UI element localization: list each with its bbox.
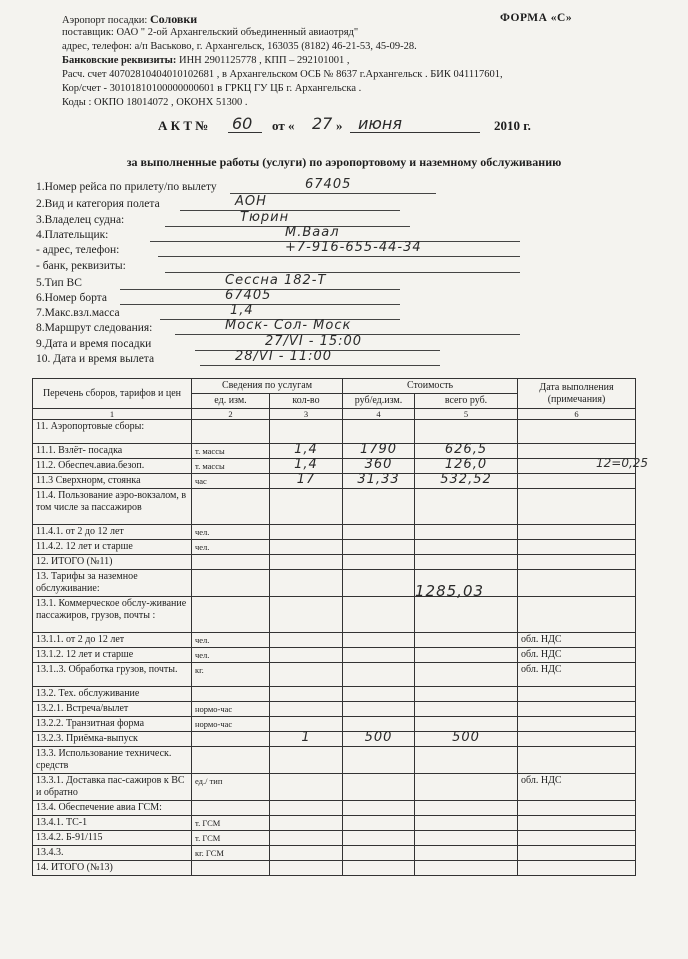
field-label: 1.Номер рейса по прилету/по вылету: [36, 181, 217, 193]
row-rate: 360: [343, 459, 415, 474]
row-qty: [270, 420, 343, 444]
row-rate: [343, 597, 415, 633]
row-name: 13.4.2. Б-91/115: [33, 831, 192, 846]
row-unit: [192, 597, 270, 633]
form-label: ФОРМА «С»: [500, 12, 573, 24]
row-qty: [270, 555, 343, 570]
row-note: [518, 846, 636, 861]
row-qty: 17: [270, 474, 343, 489]
field-value: М.Ваал: [285, 225, 340, 240]
field-underline: [165, 272, 520, 273]
field-label: 8.Маршрут следования:: [36, 322, 153, 334]
table-row: [33, 459, 636, 474]
row-qty: [270, 702, 343, 717]
act-number-underline: [228, 132, 262, 133]
table-row: [33, 747, 636, 774]
row-total: [415, 663, 518, 687]
row-total: [415, 633, 518, 648]
row-qty: 1,4: [270, 444, 343, 459]
row-note: [518, 687, 636, 702]
col-header-rate: руб/ед.изм.: [343, 394, 415, 409]
row-qty: 1,4: [270, 459, 343, 474]
row-note: [518, 489, 636, 525]
row-rate: [343, 420, 415, 444]
row-total: [415, 489, 518, 525]
col-header-services: Перечень сборов, тарифов и цен: [33, 379, 192, 409]
table-row: [33, 525, 636, 540]
row-total: 126,0: [415, 459, 518, 474]
table-row: [33, 831, 636, 846]
col-header-total: всего руб.: [415, 394, 518, 409]
services-table-body: [33, 420, 636, 876]
row-rate: [343, 633, 415, 648]
col-number: 2: [192, 409, 270, 420]
field-value: АОН: [235, 194, 267, 209]
row-qty: 1: [270, 732, 343, 747]
row-total: [415, 861, 518, 876]
table-row: [33, 702, 636, 717]
row-note: [518, 474, 636, 489]
row-rate: [343, 831, 415, 846]
field-underline: [200, 365, 440, 366]
row-total: [415, 846, 518, 861]
table-row: [33, 717, 636, 732]
codes-line: Коды : ОКПО 18014072 , ОКОНХ 51300 .: [62, 97, 248, 108]
field-label: - банк, реквизиты:: [36, 260, 126, 272]
row-qty: [270, 861, 343, 876]
table-row: [33, 474, 636, 489]
services-table: [32, 378, 636, 876]
table-row: [33, 861, 636, 876]
row-total: [415, 687, 518, 702]
field-value: 27/VI - 15:00: [265, 334, 363, 349]
field-label: 10. Дата и время вылета: [36, 353, 155, 365]
handwritten-margin-note: 12=0,25: [596, 456, 649, 470]
row-unit: [192, 861, 270, 876]
row-qty: [270, 570, 343, 597]
field-underline: [180, 210, 400, 211]
row-unit: кг.: [192, 663, 270, 687]
row-name: 11.4. Пользование аэро-вокзалом, в том числе за пассажиров: [33, 489, 192, 525]
row-total: [415, 801, 518, 816]
row-rate: [343, 525, 415, 540]
row-note: [518, 732, 636, 747]
table-row: [33, 555, 636, 570]
col-number: 5: [415, 409, 518, 420]
supplier-line: поставщик: ОАО " 2-ой Архангельский объединенный авиаотряд": [62, 27, 359, 38]
row-qty: [270, 663, 343, 687]
field-label: 7.Макс.взл.масса: [36, 307, 120, 319]
field-value: Тюрин: [240, 210, 290, 225]
row-rate: [343, 861, 415, 876]
bank-label: Банковские реквизиты:: [62, 55, 177, 66]
row-total: [415, 420, 518, 444]
row-unit: т. ГСМ: [192, 831, 270, 846]
row-total: 500: [415, 732, 518, 747]
field-underline: [158, 256, 520, 257]
row-name: 13.2.3. Приёмка-выпуск: [33, 732, 192, 747]
row-unit: нормо-час: [192, 702, 270, 717]
row-qty: [270, 831, 343, 846]
table-row: [33, 687, 636, 702]
row-total: [415, 540, 518, 555]
row-rate: 500: [343, 732, 415, 747]
row-unit: т. массы: [192, 459, 270, 474]
row-unit: [192, 420, 270, 444]
col-header-service-info: Сведения по услугам: [192, 379, 343, 394]
table-row: [33, 846, 636, 861]
row-name: 11.1. Взлёт- посадка: [33, 444, 192, 459]
row-name: 12. ИТОГО (№11): [33, 555, 192, 570]
field-value: 67405: [305, 177, 352, 192]
row-note: обл. НДС: [518, 633, 636, 648]
airport-line: [62, 12, 197, 27]
act-prefix: А К Т №: [158, 118, 209, 133]
act-number: 60: [232, 114, 253, 133]
field-label: - адрес, телефон:: [36, 244, 120, 256]
row-name: 13. Тарифы за наземное обслуживание:: [33, 570, 192, 597]
row-note: [518, 816, 636, 831]
table-row: [33, 540, 636, 555]
table-row: [33, 648, 636, 663]
col-header-qty: кол-во: [270, 394, 343, 409]
table-row: [33, 597, 636, 633]
row-name: 11. Аэропортовые сборы:: [33, 420, 192, 444]
bank-line: [62, 55, 350, 66]
table-row: [33, 633, 636, 648]
row-unit: [192, 570, 270, 597]
row-rate: 1790: [343, 444, 415, 459]
row-note: [518, 717, 636, 732]
row-note: [518, 555, 636, 570]
field-value: 1,4: [230, 303, 254, 318]
col-number: 6: [518, 409, 636, 420]
row-total: [415, 747, 518, 774]
row-qty: [270, 687, 343, 702]
row-rate: [343, 663, 415, 687]
airport-name: Соловки: [149, 12, 198, 26]
table-row: [33, 816, 636, 831]
act-day: 27: [312, 114, 333, 133]
address-line: адрес, телефон: а/п Васьково, г. Архангельск, 163035 (8182) 46-21-53, 45-09-28.: [62, 41, 417, 52]
act-month: июня: [358, 114, 402, 133]
row-qty: [270, 846, 343, 861]
row-name: 13.4.3.: [33, 846, 192, 861]
row-rate: [343, 555, 415, 570]
row-name: 13.1..3. Обработка грузов, почты.: [33, 663, 192, 687]
bank-ids: ИНН 2901125778 , КПП – 292101001 ,: [179, 55, 350, 66]
row-note: [518, 597, 636, 633]
row-total: [415, 555, 518, 570]
row-name: 11.4.1. от 2 до 12 лет: [33, 525, 192, 540]
table-row: [33, 732, 636, 747]
row-unit: час: [192, 474, 270, 489]
row-qty: [270, 774, 343, 801]
row-name: 11.4.2. 12 лет и старше: [33, 540, 192, 555]
col-header-date: Дата выполнения (примечания): [518, 379, 636, 409]
row-qty: [270, 489, 343, 525]
row-unit: [192, 555, 270, 570]
act-close-quote: »: [336, 118, 343, 133]
field-value: Моск- Сол- Моск: [225, 318, 352, 333]
row-unit: [192, 801, 270, 816]
table-row: [33, 570, 636, 597]
row-name: 14. ИТОГО (№13): [33, 861, 192, 876]
field-value: 67405: [225, 288, 272, 303]
row-note: [518, 801, 636, 816]
col-number: 3: [270, 409, 343, 420]
row-name: 13.1. Коммерческое обслу-живание пассажиров, грузов, почты :: [33, 597, 192, 633]
airport-label: Аэропорт посадки:: [62, 15, 148, 26]
row-name: 13.4. Обеспечение авиа ГСМ:: [33, 801, 192, 816]
field-label: 6.Номер борта: [36, 292, 107, 304]
row-qty: [270, 747, 343, 774]
row-total: [415, 597, 518, 633]
field-value: Cecсна 182-Т: [225, 273, 327, 288]
row-unit: ед./ тип: [192, 774, 270, 801]
row-name: 13.3.1. Доставка пас-сажиров к ВС и обратно: [33, 774, 192, 801]
row-note: обл. НДС: [518, 648, 636, 663]
row-name: 13.3. Использование техническ. средств: [33, 747, 192, 774]
row-name: 13.4.1. ТС-1: [33, 816, 192, 831]
table-row: [33, 420, 636, 444]
row-qty: [270, 648, 343, 663]
col-header-unit: ед. изм.: [192, 394, 270, 409]
row-rate: [343, 747, 415, 774]
row-qty: [270, 540, 343, 555]
table-row: [33, 774, 636, 801]
field-value: 28/VI - 11:00: [235, 349, 333, 364]
row-unit: чел.: [192, 648, 270, 663]
row-name: 13.2.1. Встреча/вылет: [33, 702, 192, 717]
row-unit: чел.: [192, 525, 270, 540]
row-unit: нормо-час: [192, 717, 270, 732]
row-name: 13.1.1. от 2 до 12 лет: [33, 633, 192, 648]
row-unit: кг. ГСМ: [192, 846, 270, 861]
row-total: [415, 816, 518, 831]
row-note: [518, 525, 636, 540]
row-total: [415, 774, 518, 801]
row-total: 532,52: [415, 474, 518, 489]
account-line-1: Расч. счет 40702810404010102681 , в Архангельском ОСБ № 8637 г.Архангельск . БИК 041117601,: [62, 69, 503, 80]
table-row: [33, 663, 636, 687]
row-name: 11.3 Сверхнорм, стоянка: [33, 474, 192, 489]
field-label: 3.Владелец судна:: [36, 214, 125, 226]
row-note: [518, 831, 636, 846]
row-rate: [343, 540, 415, 555]
handwritten-total: 1285,03: [415, 582, 485, 600]
row-qty: [270, 633, 343, 648]
row-rate: [343, 489, 415, 525]
col-number: 4: [343, 409, 415, 420]
row-total: [415, 525, 518, 540]
row-total: 626,5: [415, 444, 518, 459]
row-unit: чел.: [192, 633, 270, 648]
row-note: [518, 861, 636, 876]
row-unit: [192, 489, 270, 525]
row-name: 11.2. Обеспеч.авиа.безоп.: [33, 459, 192, 474]
row-name: 13.2.2. Транзитная форма: [33, 717, 192, 732]
row-note: обл. НДС: [518, 774, 636, 801]
row-rate: 31,33: [343, 474, 415, 489]
row-rate: [343, 846, 415, 861]
row-unit: [192, 747, 270, 774]
col-number: 1: [33, 409, 192, 420]
row-qty: [270, 525, 343, 540]
col-header-cost: Стоимость: [343, 379, 518, 394]
act-year: 2010 г.: [494, 118, 531, 133]
row-note: [518, 747, 636, 774]
row-name: 13.2. Тех. обслуживание: [33, 687, 192, 702]
row-rate: [343, 801, 415, 816]
field-label: 2.Вид и категория полета: [36, 198, 160, 210]
table-row: [33, 489, 636, 525]
row-rate: [343, 816, 415, 831]
row-rate: [343, 570, 415, 597]
field-label: 9.Дата и время посадки: [36, 338, 152, 350]
row-qty: [270, 801, 343, 816]
field-label: 4.Плательщик:: [36, 229, 109, 241]
table-row: [33, 444, 636, 459]
row-qty: [270, 816, 343, 831]
row-rate: [343, 687, 415, 702]
act-subtitle: за выполненные работы (услуги) по аэропортовому и наземному обслуживанию: [126, 155, 562, 169]
row-note: [518, 702, 636, 717]
row-unit: [192, 732, 270, 747]
row-name: 13.1.2. 12 лет и старше: [33, 648, 192, 663]
row-note: [518, 420, 636, 444]
act-from: от «: [272, 118, 295, 133]
row-rate: [343, 648, 415, 663]
account-line-2: Кор/счет - 30101810100000000601 в ГРКЦ ГУ ЦБ г. Архангельска .: [62, 83, 362, 94]
row-unit: [192, 687, 270, 702]
table-row: [33, 801, 636, 816]
row-unit: чел.: [192, 540, 270, 555]
field-underline: [120, 304, 400, 305]
row-unit: т. массы: [192, 444, 270, 459]
act-month-underline: [350, 132, 480, 133]
row-unit: т. ГСМ: [192, 816, 270, 831]
row-total: [415, 831, 518, 846]
row-rate: [343, 702, 415, 717]
row-qty: [270, 597, 343, 633]
row-note: обл. НДС: [518, 663, 636, 687]
field-label: 5.Тип ВС: [36, 277, 82, 289]
row-note: [518, 540, 636, 555]
row-total: [415, 648, 518, 663]
field-value: +7-916-655-44-34: [285, 240, 422, 255]
row-note: [518, 570, 636, 597]
row-total: [415, 702, 518, 717]
row-rate: [343, 774, 415, 801]
